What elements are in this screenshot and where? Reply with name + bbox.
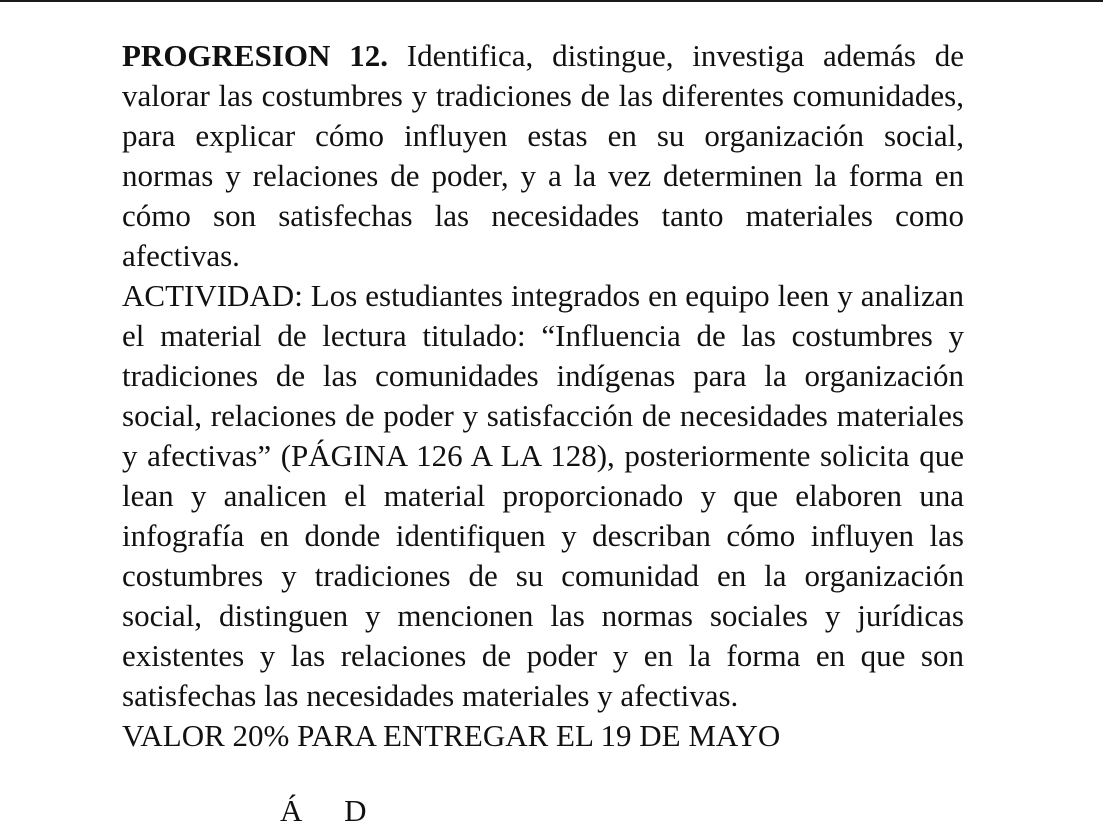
- document-body: [122, 36, 964, 756]
- value-deadline-line: VALOR 20% PARA ENTREGAR EL 19 DE MAYO: [122, 718, 781, 753]
- page-top-border: [0, 0, 1103, 2]
- progression-text: Identifica, distingue, investiga además de valorar las costumbres y tradiciones de las diferentes comunidades, para explicar cómo influyen estas en su organización social, normas y relaciones de poder, y a la vez determinen la forma en cómo son satisfechas las necesidades tanto materiales como afectivas.: [122, 38, 964, 273]
- activity-paragraph: ACTIVIDAD: Los estudiantes integrados en equipo leen y analizan el material de lectura titulado: “Influencia de las costumbres y tradiciones de las comunidades indígenas para la organización social, relaciones de poder y satisfacción de necesidades materiales y afectivas” (PÁGINA 126 A LA 128), posteriormente solicita que lean y analicen el material proporcionado y que elaboren una infografía en donde identifiquen y describan cómo influyen las costumbres y tradiciones de su comunidad en la organización social, distinguen y mencionen las normas sociales y jurídicas existentes y las relaciones de poder y en la forma en que son satisfechas las necesidades materiales y afectivas.: [122, 278, 964, 713]
- progression-paragraph: [122, 36, 964, 276]
- cropped-next-line: [122, 793, 964, 828]
- progression-heading: PROGRESION 12.: [122, 38, 388, 73]
- cropped-line-fragment: Á D: [280, 793, 367, 828]
